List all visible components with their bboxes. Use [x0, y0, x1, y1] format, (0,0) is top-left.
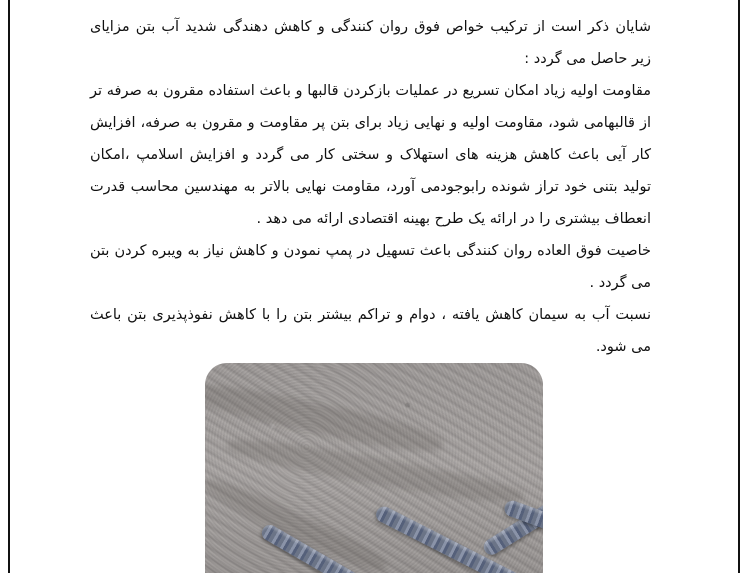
document-body	[90, 11, 651, 363]
paragraph-pumpability: خاصیت فوق العاده روان کنندگی باعث تسهیل در پمپ نمودن و کاهش نیاز به ویبره کردن بتن می گردد .	[90, 243, 651, 291]
paragraph-strength-benefits: مقاومت اولیه زیاد امکان تسریع در عملیات بازکردن قالبها و باعث استفاده مقرون به صرفه تر از قالبهامی شود، مقاومت اولیه و نهایی زیاد برای بتن پر مقاومت و مقرون به صرفه، افزایش کار آیی باعث کاهش هزینه های استهلاک و سختی کار می گردد و افزایش اسلامپ ،امکان تولید بتنی خود تراز شونده رابوجودمی آورد، مقاومت نهایی بالاتر به مهندسین محاسب قدرت انعطاف بیشتری را در ارائه یک طرح بهینه اقتصادی ارائه می دهد .	[90, 83, 651, 227]
paragraph-durability: نسبت آب به سیمان کاهش یافته ، دوام و تراکم بیشتر بتن را با کاهش نفوذپذیری بتن باعث می شود.	[90, 307, 651, 355]
concrete-rebar-image	[205, 363, 543, 573]
paragraph-intro: شایان ذکر است از ترکیب خواص فوق روان کنندگی و کاهش دهندگی شدید آب بتن مزایای زیر حاصل می گردد :	[90, 19, 651, 67]
